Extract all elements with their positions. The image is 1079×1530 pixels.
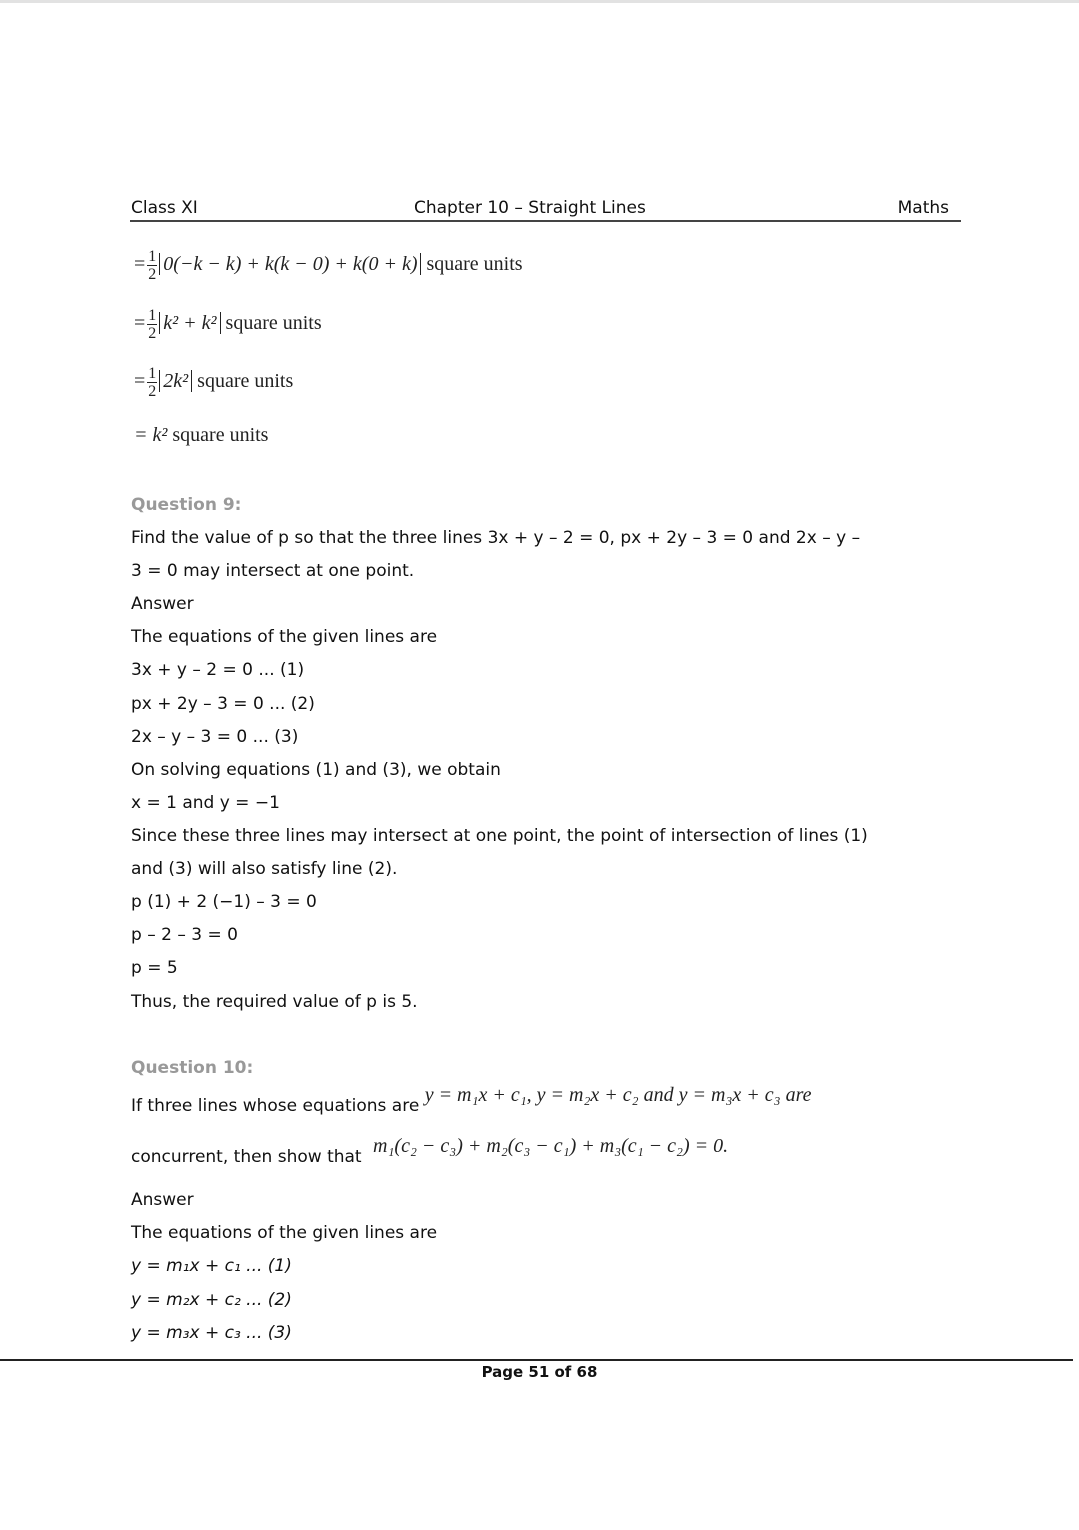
page-header <box>130 198 961 222</box>
question-9-answer-label: Answer <box>131 594 194 614</box>
abs-expression: k² + k² <box>159 312 220 334</box>
derivation-line-1 <box>134 248 523 283</box>
q10-line: The equations of the given lines are <box>131 1223 438 1243</box>
prompt-text: concurrent, then show that <box>131 1147 362 1167</box>
fraction-half: $\frac{1}{2}$ <box>148 307 157 342</box>
q9-line: and (3) will also satisfy line (2). <box>131 859 398 879</box>
q10-line: y = m₂x + c₂ ... (2) <box>131 1290 292 1310</box>
top-border <box>0 0 1079 3</box>
prompt-text: If three lines whose equations are <box>131 1096 420 1116</box>
q9-line: On solving equations (1) and (3), we obtain <box>131 760 501 780</box>
derivation-line-4 <box>134 424 268 447</box>
q9-line: x = 1 and y = −1 <box>131 793 280 813</box>
q9-line: p = 5 <box>131 958 178 978</box>
q10-line: y = m₁x + c₁ ... (1) <box>131 1256 292 1276</box>
derivation-line-3: = $\frac{1}{2}$ 2k² square units <box>134 365 294 400</box>
unit-label: square units <box>172 424 269 446</box>
q9-line: p – 2 – 3 = 0 <box>131 925 238 945</box>
q10-line: y = m₃x + c₃ ... (3) <box>131 1323 292 1343</box>
q9-line: 2x – y – 3 = 0 ... (3) <box>131 727 299 747</box>
equals-sign: = <box>134 253 146 276</box>
fraction-half: $\frac{1}{2}$ <box>148 365 157 400</box>
header-class: Class XI <box>131 198 198 218</box>
question-9-prompt-line-1: Find the value of p so that the three lines 3x + y – 2 = 0, px + 2y – 3 = 0 and 2x – y – <box>131 528 861 548</box>
result-expression: = k² <box>134 424 168 446</box>
abs-expression: 0(−k − k) + k(k − 0) + k(0 + k) <box>159 253 421 275</box>
question-9-heading: Question 9: <box>131 495 242 515</box>
unit-label: square units <box>225 312 322 335</box>
question-10-prompt-line-1 <box>131 1084 812 1117</box>
unit-label: square units <box>197 370 294 393</box>
prompt-equation: m₁(c₂ − c₃) + m₂(c₃ − c₁) + m₃(c₁ − c₂) = 0. <box>373 1135 729 1157</box>
q9-line: p (1) + 2 (−1) – 3 = 0 <box>131 892 317 912</box>
abs-expression: 2k² <box>159 370 192 392</box>
q9-line: The equations of the given lines are <box>131 627 438 647</box>
question-9-prompt-line-2: 3 = 0 may intersect at one point. <box>131 561 415 581</box>
footer-divider <box>0 1359 1073 1361</box>
question-10-prompt-line-2 <box>131 1135 729 1168</box>
q9-line: 3x + y – 2 = 0 ... (1) <box>131 660 305 680</box>
unit-label: square units <box>426 253 523 276</box>
header-subject: Maths <box>897 198 949 218</box>
derivation-line-2: = $\frac{1}{2}$ k² + k² square units <box>134 307 322 342</box>
page-number: Page 51 of 68 <box>481 1363 598 1381</box>
header-chapter: Chapter 10 – Straight Lines <box>414 198 646 218</box>
question-10-answer-label: Answer <box>131 1190 194 1210</box>
fraction-half: $\frac{1}{2}$ <box>148 248 157 283</box>
q9-line: Thus, the required value of p is 5. <box>131 992 418 1012</box>
q9-line: Since these three lines may intersect at one point, the point of intersection of lines (1) <box>131 826 868 846</box>
q9-line: px + 2y – 3 = 0 ... (2) <box>131 694 315 714</box>
prompt-equation: y = m₁x + c₁, y = m₂x + c₂ and y = m₃x + c₃ are <box>424 1084 812 1106</box>
question-10-heading: Question 10: <box>131 1058 254 1078</box>
